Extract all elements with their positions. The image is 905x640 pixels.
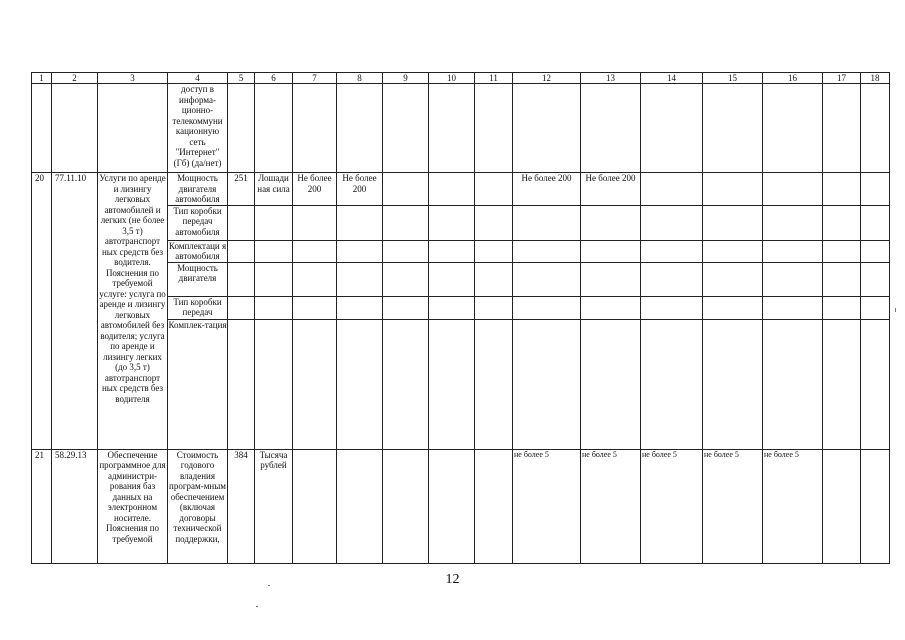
scan-speck (256, 606, 258, 607)
unit-name: Лошади ная сила (255, 173, 293, 206)
column-header: 12 (513, 73, 581, 84)
column-header: 4 (168, 73, 228, 84)
scan-speck (268, 585, 270, 586)
value-cell: не более 5 (763, 449, 823, 563)
okei-code: 251 (228, 173, 255, 206)
characteristic-cell: Комплек-тация (168, 319, 228, 449)
column-header: 7 (293, 73, 337, 84)
okpd-code: 58.29.13 (52, 449, 98, 563)
characteristic-cell: Комплектаци я автомобиля (168, 240, 227, 261)
value-cell: Не более 200 (581, 173, 641, 206)
characteristic-cell: Мощность двигателя (168, 262, 228, 296)
column-header: 18 (861, 73, 890, 84)
characteristic-cell: Мощность двигателя автомобиля (168, 173, 228, 206)
okei-code: 384 (228, 449, 255, 563)
column-header: 2 (52, 73, 98, 84)
column-header: 13 (581, 73, 641, 84)
value-cell: не более 5 (703, 449, 763, 563)
requirements-table (31, 72, 890, 564)
row-number: 20 (32, 173, 52, 450)
value-cell: Не более 200 (293, 173, 337, 206)
column-header: 16 (763, 73, 823, 84)
value-cell: Не более 200 (513, 173, 581, 206)
unit-name: Тысяча рублей (255, 449, 293, 563)
column-number-row (32, 73, 890, 84)
page-number: 12 (445, 572, 460, 587)
column-header: 1 (32, 73, 52, 84)
characteristic-cell: доступ в информа-ционно-телекоммуни кационную сеть "Интернет" (Гб) (да/нет) (168, 84, 228, 173)
scan-speck (895, 308, 896, 312)
item-description: Обеспечение программное для администри-рования баз данных на электронном носителе. Пояснения по требуемой (98, 449, 168, 563)
characteristic-cell: Тип коробки передач (168, 296, 228, 319)
column-header: 10 (429, 73, 475, 84)
column-header: 5 (228, 73, 255, 84)
row-number: 21 (32, 449, 52, 563)
column-header: 14 (641, 73, 703, 84)
column-header: 8 (337, 73, 383, 84)
table-row (32, 173, 890, 206)
value-cell: не более 5 (513, 449, 581, 563)
column-header: 6 (255, 73, 293, 84)
column-header: 3 (98, 73, 168, 84)
column-header: 15 (703, 73, 763, 84)
item-description: Услуги по аренде и лизингу легковых автомобилей и легких (не более 3,5 т) автотранспорт ных средств без водителя. Пояснения по требуемой услуге: услуга по аренде и лизингу легковых автомобилей без водителя; услуга по аренде и лизингу легких (до 3,5 т) автотранспорт ных средств без водителя (98, 173, 168, 450)
okpd-code: 77.11.10 (52, 173, 98, 450)
column-header: 9 (383, 73, 429, 84)
characteristic-cell: Тип коробки передач автомобиля (168, 205, 228, 240)
column-header: 11 (475, 73, 513, 84)
value-cell: не более 5 (581, 449, 641, 563)
table-row-continuation (32, 84, 890, 173)
characteristic-cell: Стоимость годового владения програм-мным обеспечением (включая договоры технической поддержки, (168, 449, 228, 563)
value-cell: не более 5 (641, 449, 703, 563)
table-row (32, 449, 890, 563)
value-cell: Не более 200 (337, 173, 383, 206)
column-header: 17 (823, 73, 861, 84)
